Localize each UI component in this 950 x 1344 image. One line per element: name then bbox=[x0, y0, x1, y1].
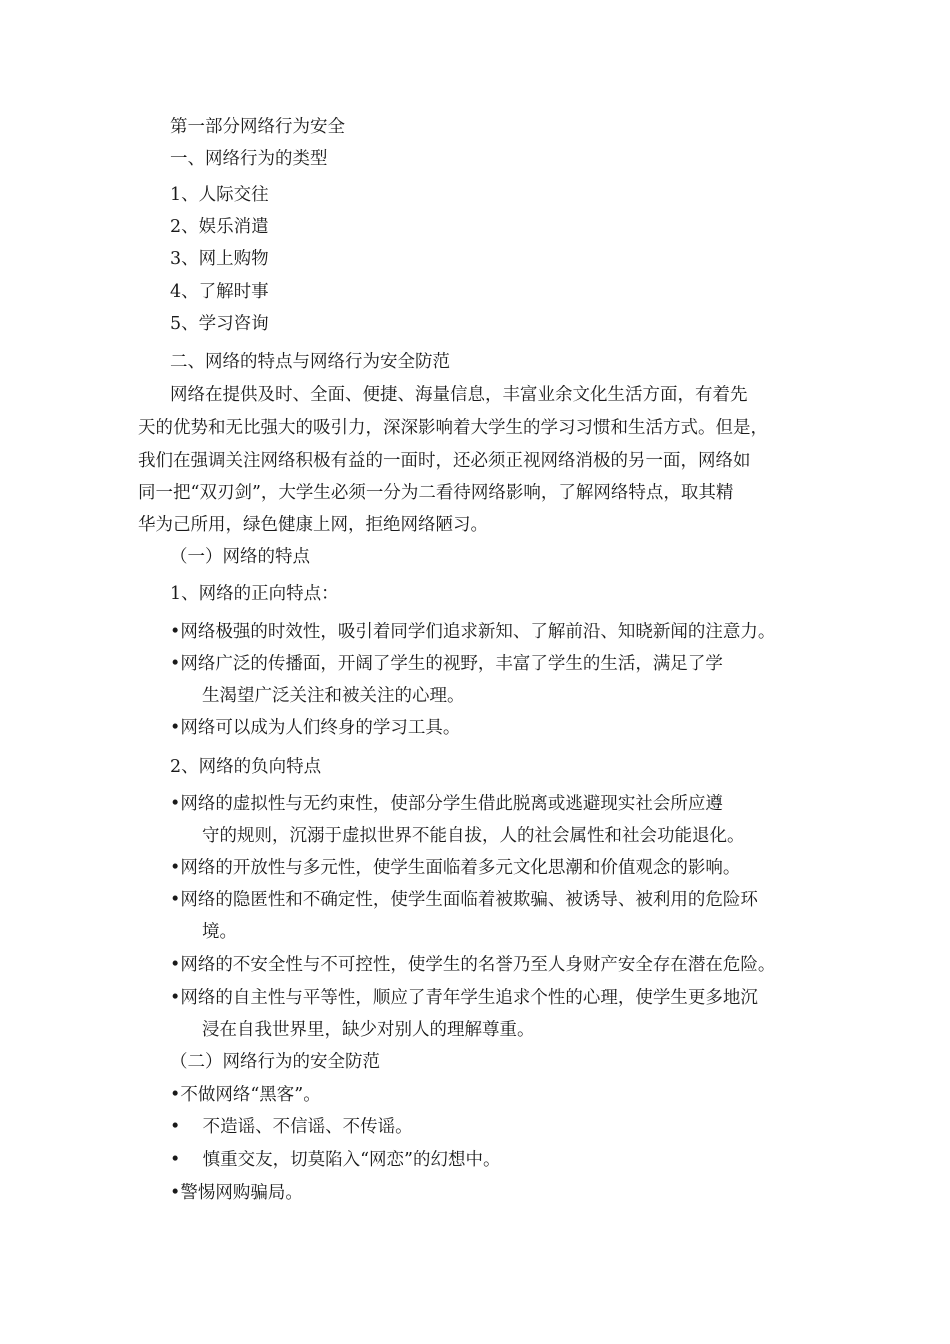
paragraph-line: 网络在提供及时、全面、便捷、海量信息，丰富业余文化生活方面，有着先 bbox=[170, 385, 748, 405]
bullet-item: •网络的不安全性与不可控性，使学生的名誉乃至人身财产安全存在潜在危险。 bbox=[170, 955, 776, 975]
list-item: 5、学习咨询 bbox=[170, 314, 269, 334]
bullet-continuation: 浸在自我世界里，缺少对别人的理解尊重。 bbox=[202, 1020, 535, 1040]
subheading-negative: 2、网络的负向特点 bbox=[170, 757, 322, 777]
bullet-item: •网络极强的时效性，吸引着同学们追求新知、了解前沿、知晓新闻的注意力。 bbox=[170, 622, 776, 642]
paragraph-line: 我们在强调关注网络积极有益的一面时，还必须正视网络消极的另一面，网络如 bbox=[138, 451, 751, 471]
subheading-positive: 1、网络的正向特点： bbox=[170, 584, 339, 604]
bullet-item: •网络可以成为人们终身的学习工具。 bbox=[170, 718, 461, 738]
subsection-heading: （一）网络的特点 bbox=[170, 547, 310, 567]
part-title: 第一部分网络行为安全 bbox=[170, 117, 345, 137]
section-heading-types: 一、网络行为的类型 bbox=[170, 149, 328, 169]
bullet-item: •网络的虚拟性与无约束性，使部分学生借此脱离或逃避现实社会所应遵 bbox=[170, 794, 723, 814]
subsection-heading: （二）网络行为的安全防范 bbox=[170, 1052, 380, 1072]
list-item: 4、了解时事 bbox=[170, 282, 269, 302]
paragraph-line: 华为己所用，绿色健康上网，拒绝网络陋习。 bbox=[138, 515, 488, 535]
paragraph-line: 同一把“双刃剑”，大学生必须一分为二看待网络影响，了解网络特点，取其精 bbox=[138, 483, 734, 503]
bullet-item: •网络的自主性与平等性，顺应了青年学生追求个性的心理，使学生更多地沉 bbox=[170, 988, 758, 1008]
bullet-item: •网络的隐匿性和不确定性，使学生面临着被欺骗、被诱导、被利用的危险环 bbox=[170, 890, 758, 910]
list-item: 2、娱乐消遣 bbox=[170, 217, 269, 237]
section-heading-features: 二、网络的特点与网络行为安全防范 bbox=[170, 352, 450, 372]
bullet-item: • 不造谣、不信谣、不传谣。 bbox=[170, 1117, 413, 1137]
bullet-item: •网络广泛的传播面，开阔了学生的视野，丰富了学生的生活，满足了学 bbox=[170, 654, 723, 674]
bullet-item: •不做网络“黑客”。 bbox=[170, 1085, 321, 1105]
bullet-item: • 慎重交友，切莫陷入“网恋”的幻想中。 bbox=[170, 1150, 501, 1170]
list-item: 3、网上购物 bbox=[170, 249, 269, 269]
bullet-continuation: 境。 bbox=[202, 922, 237, 942]
bullet-continuation: 生渴望广泛关注和被关注的心理。 bbox=[202, 686, 465, 706]
bullet-continuation: 守的规则，沉溺于虚拟世界不能自拔，人的社会属性和社会功能退化。 bbox=[202, 826, 745, 846]
paragraph-line: 天的优势和无比强大的吸引力，深深影响着大学生的学习习惯和生活方式。但是， bbox=[138, 418, 768, 438]
bullet-item: •警惕网购骗局。 bbox=[170, 1183, 303, 1203]
bullet-item: •网络的开放性与多元性，使学生面临着多元文化思潮和价值观念的影响。 bbox=[170, 858, 741, 878]
list-item: 1、人际交往 bbox=[170, 185, 269, 205]
